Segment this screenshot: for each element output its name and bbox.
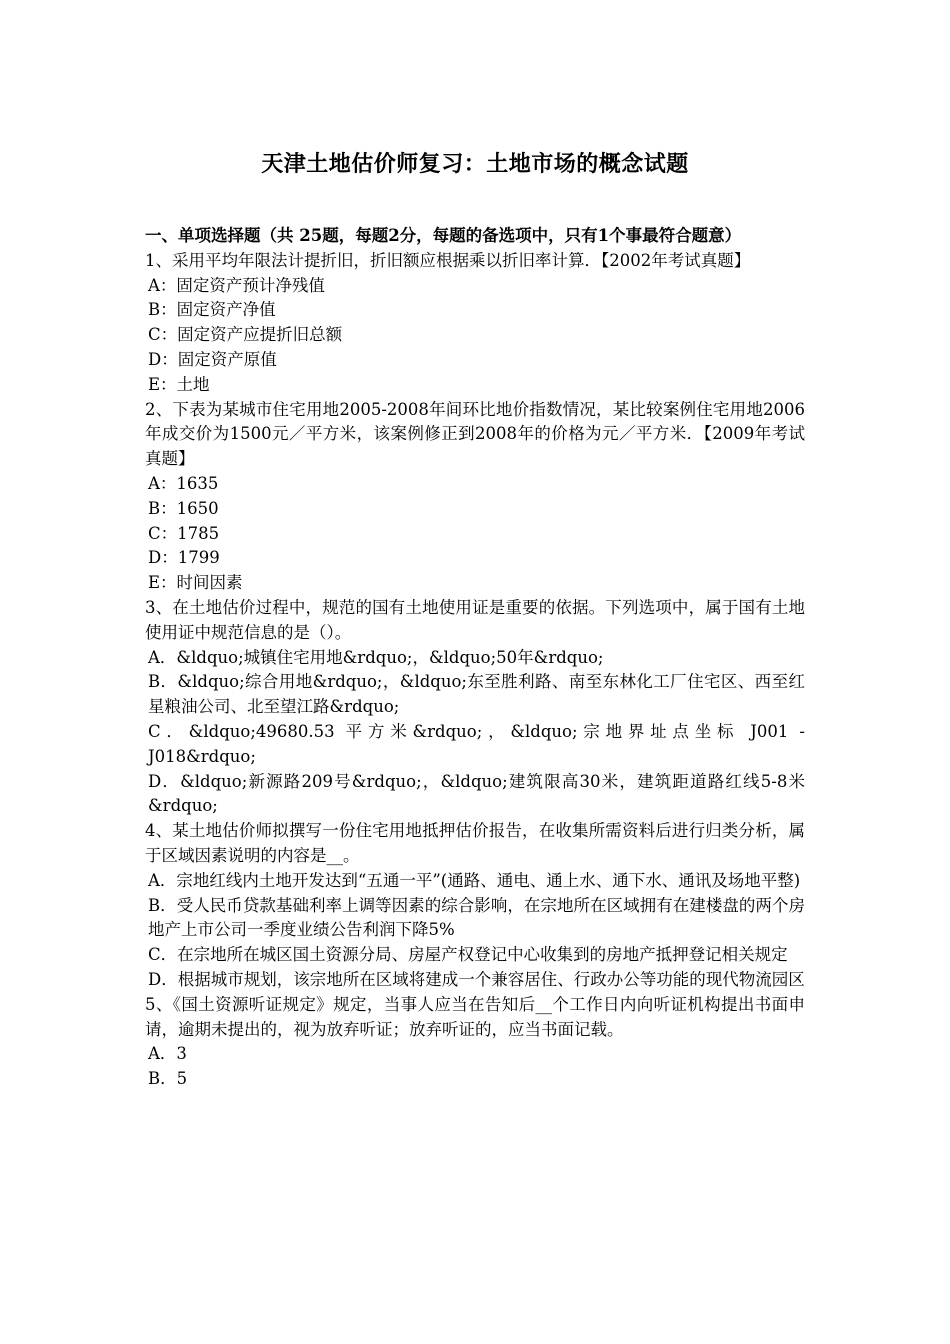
question-stem: 3、在土地估价过程中，规范的国有土地使用证是重要的依据。下列选项中，属于国有土地使用证中规范信息的是（）。 [145, 597, 805, 642]
question-stem: 2、下表为某城市住宅用地2005-2008年间环比地价指数情况，某比较案例住宅用地2006年成交价为1500元／平方米，该案例修正到2008年的价格为元／平方米．【2009年考试真题】 [145, 399, 805, 469]
option-c: C．&ldquo;49680.53 平方米&rdquo;，&ldquo;宗地界址点坐标 J001 -J018&rdquo; [148, 721, 805, 766]
option-a: A．3 [148, 1044, 187, 1064]
option-b: B．&ldquo;综合用地&rdquo;，&ldquo;东至胜利路、南至东林化工厂住宅区、西至红星粮油公司、北至望江路&rdquo; [148, 672, 805, 717]
question-3 [145, 596, 805, 819]
option-b: B：固定资产净值 [148, 300, 276, 320]
option-b: B．5 [148, 1069, 188, 1089]
question-5 [145, 993, 805, 1092]
question-1 [145, 249, 805, 398]
option-d: D：固定资产原值 [148, 349, 277, 369]
option-a: A．宗地红线内土地开发达到“五通一平”(通路、通电、通上水、通下水、通讯及场地平整) [148, 870, 801, 890]
question-stem: 1、采用平均年限法计提折旧，折旧额应根据乘以折旧率计算．【2002年考试真题】 [145, 250, 751, 270]
option-d: D．&ldquo;新源路209号&rdquo;，&ldquo;建筑限高30米，建筑距道路红线5-8米&rdquo; [148, 771, 805, 816]
option-e: E：土地 [148, 374, 210, 394]
option-d: D：1799 [148, 548, 220, 568]
option-c: C．在宗地所在城区国土资源分局、房屋产权登记中心收集到的房地产抵押登记相关规定 [148, 945, 788, 965]
option-c: C：1785 [148, 523, 220, 543]
document-body [145, 224, 805, 1092]
option-a: A：1635 [148, 473, 219, 493]
document-title: 天津土地估价师复习：土地市场的概念试题 [261, 151, 689, 177]
option-e: E：时间因素 [148, 573, 243, 593]
question-stem: 4、某土地估价师拟撰写一份住宅用地抵押估价报告，在收集所需资料后进行归类分析，属于区域因素说明的内容是__。 [145, 821, 805, 865]
option-b: B：1650 [148, 498, 219, 518]
question-4 [145, 819, 805, 993]
option-c: C：固定资产应提折旧总额 [148, 325, 343, 345]
option-b: B．受人民币贷款基础利率上调等因素的综合影响，在宗地所在区域拥有在建楼盘的两个房地产上市公司一季度业绩公告利润下降5% [148, 895, 805, 940]
section-heading: 一、单项选择题（共 25题，每题2分，每题的备选项中，只有1个事最符合题意） [145, 226, 742, 245]
option-a: A．&ldquo;城镇住宅用地&rdquo;，&ldquo;50年&rdquo; [148, 647, 604, 667]
option-d: D．根据城市规划，该宗地所在区域将建成一个兼容居住、行政办公等功能的现代物流园区 [148, 969, 805, 989]
question-stem: 5、《国土资源听证规定》规定，当事人应当在告知后__个工作日内向听证机构提出书面申请，逾期未提出的，视为放弃听证；放弃听证的，应当书面记载。 [145, 994, 805, 1039]
question-2 [145, 398, 805, 596]
option-a: A：固定资产预计净残值 [148, 275, 325, 295]
